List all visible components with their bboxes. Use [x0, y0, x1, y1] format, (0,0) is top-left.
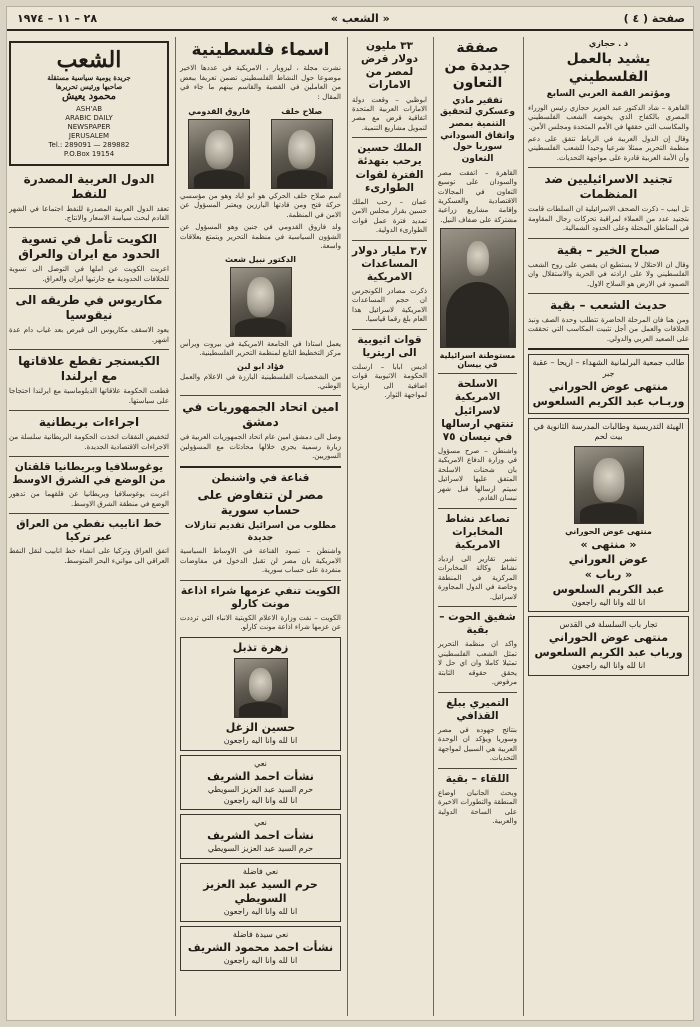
obituary-notice	[528, 354, 689, 413]
obituary-notice	[180, 755, 341, 810]
article-headline: التميري يبلغ القذافي	[446, 696, 509, 722]
article-paragraph: اعربت يوغوسلافيا وبريطانيا عن قلقهما من تدهور الوضع في منطقة الشرق الاوسط.	[9, 490, 169, 508]
article-headline: الكويت تأمل في تسوية الحدود مع ايران والعراق	[18, 232, 160, 262]
article-paragraph: اديس ابابا – ارسلت الحكومة الاثيوبية قوات اضافية الى اريتريا لمواجهة الثوار.	[352, 362, 427, 400]
article-headline: يشيد بالعمل الفلسطيني	[566, 51, 651, 85]
article-paragraph: واشنطن – تسود القناعة في الاوساط السياسية الامريكية بان مصر لن تقبل الدخول في مفاوضات منفردة على حساب سورية.	[180, 547, 341, 575]
article-headline: صفقة جديدة من التعاون	[444, 40, 511, 91]
notice-name: « رباب »	[584, 567, 633, 581]
article-paragraph: واكد ان منظمة التحرير تمثل الشعب الفلسطيني تمثيلا كاملا وان اي حل لا يحقق حقوقه الثابتة مرفوض.	[438, 640, 517, 687]
paper-logo: الشعب	[56, 47, 122, 73]
article-headline: اللقاء – بقية	[445, 772, 510, 785]
notice-body: حرم السيد عبد العزيز السويطي	[207, 843, 314, 853]
notice-name: ورباب عبد الكريم السلعوس	[534, 645, 683, 659]
obituary-notice	[180, 814, 341, 858]
column-1	[523, 37, 693, 1016]
notice-name: « منتهى »	[580, 538, 637, 552]
paper-contact-info	[15, 105, 163, 160]
obituary-notice	[180, 926, 341, 970]
notice-footer: انا لله وانا اليه راجعون	[223, 736, 298, 746]
notice-name: منتهى عوض الحوراني	[548, 379, 669, 393]
article-paragraph: اعربت الكويت عن املها في التوصل الى تسوية للخلافات الحدودية مع جارتيها ايران والعراق.	[9, 265, 169, 283]
notice-title: نعي فاضلة	[242, 866, 279, 876]
obituary-notice	[180, 637, 341, 751]
photo-caption: منتهى عوض الحوراني	[565, 527, 652, 537]
article-headline: ٣٫٧ مليار دولار المساعدات الامريكية	[352, 244, 427, 283]
article-paragraph: تل ابيب – ذكرت الصحف الاسرائيلية ان السلطات قامت بتجنيد عدد من العملاء لمراقبة تحركات رجال المقاومة في المناطق المحتلة وعلى الحدود الشمالية.	[528, 205, 689, 233]
column-2	[433, 37, 521, 1016]
article-paragraph: تشير تقارير الى ازدياد نشاط وكالة المخابرات المركزية في المنطقة وخاصة في الدول المجاورة لاسرائيل.	[438, 554, 517, 601]
column-4	[175, 37, 345, 1016]
article-headline: مكاريوس في طريقه الى نيقوسيا	[15, 293, 163, 323]
portrait-photo	[188, 119, 250, 189]
notice-footer: انا لله وانا اليه راجعون	[571, 660, 646, 670]
article-headline: الكويت تنفي عزمها شراء اذاعة مونت كارلو	[180, 584, 341, 610]
notice-name: عبد الكريم السلعوس	[552, 582, 665, 596]
obituary-notice	[528, 616, 689, 675]
person-name: الدكتور نبيل شعث	[224, 254, 296, 264]
obituary-notice	[180, 863, 341, 922]
article-headline: تجنيد الاسرائيليين ضد المنظمات	[544, 172, 673, 202]
page-number: صفحة ( ٤ )	[623, 11, 685, 25]
notice-title: تجار باب السلسلة في القدس	[559, 620, 658, 630]
article-paragraph: وبحث الجانبان اوضاع المنطقة والتطورات الاخيرة على الساحة الدولية والعربية.	[438, 788, 517, 825]
notice-title: الهيئة التدريسية وطالبات المدرسة الثانوية في بيت لحم	[533, 421, 684, 442]
article-paragraph: اتفق العراق وتركيا على انشاء خط انابيب لنقل النفط العراقي الى موانيء البحر المتوسط.	[9, 547, 169, 565]
notice-title: نعي	[254, 818, 267, 828]
notice-footer: انا لله وانا اليه راجعون	[223, 955, 298, 965]
article-paragraph: يعمل استاذا في الجامعة الامريكية في بيروت ويرأس مركز التخطيط التابع لمنظمة التحرير الفلسطينية.	[180, 339, 341, 358]
article-paragraph: اسم صلاح خلف الحركي هو ابو اياد وهو من مؤسسي حركة فتح ومن قادتها البارزين ويعتبر المسؤول عن الامن في المنظمة.	[180, 192, 341, 219]
article-paragraph: ذكرت مصادر الكونجرس ان حجم المساعدات الامريكية لاسرائيل هذا العام بلغ رقما قياسيا.	[352, 286, 427, 324]
article-paragraph: تعقد الدول العربية المصدرة للنفط اجتماعا في الشهر القادم لبحث سياسة الاسعار والانتاج.	[9, 204, 169, 222]
notice-footer: انا لله وانا اليه راجعون	[571, 597, 646, 607]
article-headline: الدول العربية المصدرة للنفط	[23, 171, 155, 201]
article-headline: امين اتحاد الجمهوريات في دمشق	[182, 400, 339, 430]
notice-name: نشأت احمد محمود الشريف	[187, 940, 334, 954]
photo-caption: مستوطنة اسرائيلية في بيسان	[439, 351, 516, 370]
notice-footer: انا لله وانا اليه راجعون	[223, 907, 298, 917]
article-headline: شفيق الحوت – بقية	[439, 611, 516, 637]
info-line: JERUSALEM	[68, 132, 110, 141]
article-paragraph: عمان – رحب الملك حسين بقرار مجلس الامن تمديد فترة عمل قوات الطوارىء الدولية.	[352, 197, 427, 235]
page-header-bar	[7, 7, 694, 31]
article-subhead: تفقير مادي وعسكري لتحقيق التنمية بمصر واتفاق السوداني سوريا حول التعاون	[440, 95, 515, 164]
article-paragraph: لتخفيض النفقات اتخذت الحكومة البريطانية سلسلة من الاجراءات الاقتصادية الجديدة.	[9, 433, 169, 451]
article-paragraph: ولد فاروق القدومي في جنين وهو المسؤول عن الشؤون السياسية في منظمة التحرير ويتمتع بعلاقات واسعة.	[180, 223, 341, 251]
news-photo	[440, 228, 516, 348]
notice-title: نعي	[254, 759, 267, 769]
article-headline: اجراءات بريطانية	[38, 415, 140, 430]
publisher-label: صاحبها ورئيس تحريرها	[55, 82, 123, 91]
article-headline: صباح الخير – بقية	[556, 242, 661, 257]
obituary-notice	[528, 418, 689, 613]
article-headline: قوات اثيوبية الى اريتريا	[357, 333, 422, 359]
person-name: فاروق القدومي	[188, 107, 251, 116]
notice-title: طالب جمعية البرلمانية الشهداء – اريحا – عقبة جبر	[532, 358, 685, 379]
article-paragraph: وقال ان الاحتلال لا يستطيع ان يقضي على روح الشعب الفلسطيني ولا على ارادته في الحرية والاستقلال وان الصمود في الارض هو السلاح الاول.	[528, 260, 689, 288]
notice-name: حسين الزغل	[225, 721, 296, 735]
article-paragraph: وقال إن الدول العربية في الرباط تتفق على دعم منظمة التحرير ممثلا شرعيا وحيدا للشعب الفلسطيني وأن الأمة العربية قادرة على مواجهة التحديات.	[528, 135, 689, 162]
newspaper-masthead-box	[9, 41, 169, 166]
portrait-photo	[230, 267, 292, 337]
portrait-photo	[271, 119, 333, 189]
info-line: NEWSPAPER	[67, 123, 111, 132]
notice-name: نشأت احمد الشريف	[207, 769, 314, 783]
article-paragraph: من الشخصيات الفلسطينية البارزة في الاعلام والعمل الوطني.	[180, 372, 341, 390]
article-headline: الاسلحة الامريكية لاسرائيل تنتهي ارسالها في نيسان ٧٥	[441, 378, 514, 443]
article-headline: ٣٣ مليون دولار قرض لمصر من الامارات	[361, 40, 418, 92]
info-line: ARABIC DAILY	[65, 114, 113, 123]
info-line: Tel.: 289091 — 289882	[48, 141, 130, 150]
notice-title: زهرة تذبل	[232, 640, 289, 654]
notice-name: نشأت احمد الشريف	[207, 829, 314, 843]
article-headline: الكيسنجر تقطع علاقاتها مع ايرلندا	[18, 354, 160, 384]
person-name: فؤاد ابو لبن	[237, 361, 284, 371]
article-headline: اسماء فلسطينية	[191, 40, 330, 60]
article-headline: الملك حسين يرحب بتهدئة الفترة لقوات الطوارىء	[355, 142, 424, 194]
newspaper-page	[6, 6, 694, 1021]
info-line: P.O.Box 19154	[63, 150, 115, 159]
article-paragraph: القاهرة – اتفقت مصر والسودان على توسيع التعاون في المجالات الاقتصادية والعسكرية وإقامة مشاريع زراعية مشتركة على ضفاف النيل.	[438, 168, 517, 224]
issue-date: ٢٨ – ١١ – ١٩٧٤	[17, 11, 98, 25]
portrait-photo	[234, 658, 288, 718]
article-intro: نشرت مجلة ، ليزويار ، الامريكية في عددها الاخير موضوعا حول النشاط الفلسطيني تضمن تعريفا ببعض من العاملين في القضية والقاسم بينهم ما جاء في المقال :	[180, 64, 341, 101]
paper-name: « الشعب »	[330, 11, 390, 25]
article-author: د . حجازي	[588, 39, 629, 48]
article-headline: يوغوسلافيا وبريطانيا قلقتان من الوضع في الشرق الاوسط	[12, 460, 166, 487]
article-paragraph: القاهرة – شاد الدكتور عبد العزيز حجازي رئيس الوزراء المصري بالكفاح الذي يخوضه الشعب الفلسطيني والمكاسب التي حققها في الأمم المتحدة ومجلس الأمن.	[528, 103, 689, 131]
article-subhead: ومؤتمر القمة العربي السابع	[546, 89, 671, 99]
article-paragraph: يعود الاسقف مكاريوس الى قبرص بعد غياب دام عدة اشهر.	[9, 326, 169, 344]
article-subhead: مطلوب من اسرائيل تقديم تنازلات جديدة	[184, 520, 337, 543]
notice-name: وربـاب عبد الكريم السلعوس	[532, 394, 685, 408]
article-paragraph: ابوظبي – وقعت دولة الامارات العربية المتحدة اتفاقية قرض مع مصر لتمويل مشاريع التنمية.	[352, 95, 427, 132]
notice-name: عوض العوراني	[568, 552, 649, 566]
notice-title: نعي سيدة فاضلة	[232, 930, 289, 940]
article-paragraph: وصل الى دمشق امين عام اتحاد الجمهوريات العربية في زيارة رسمية يجري خلالها محادثات مع المسؤولين السوريين.	[180, 433, 341, 461]
notice-footer: انا لله وانا اليه راجعون	[223, 795, 298, 805]
notice-name: حرم السيد عبد العزيز السويطي	[203, 877, 318, 906]
article-headline: حديث الشعب – بقية	[550, 297, 667, 312]
article-headline: تصاعد نشاط المخابرات الامريكية	[445, 512, 510, 551]
notice-body: حرم السيد عبد العزيز السويطي	[207, 784, 314, 794]
article-kicker: قناعة في واشنطن	[211, 471, 310, 484]
article-paragraph: ومن هنا فان المرحلة الحاضرة تتطلب وحدة الصف ونبذ الخلافات والعمل من أجل تثبيت المكاسب التي تحققت على الصعيد العربي والدولي.	[528, 315, 689, 343]
column-5	[6, 37, 173, 1016]
portrait-photo	[574, 446, 644, 524]
article-paragraph: الكويت – نفت وزارة الاعلام الكويتية الانباء التي ترددت عن عزمها شراء اذاعة مونت كارلو.	[180, 613, 341, 632]
article-headline: خط انابيب نفطي من العراق عبر تركيا	[16, 518, 162, 544]
publisher-name: محمود يعيش	[61, 91, 117, 102]
article-paragraph: قطعت الحكومة علاقاتها الدبلوماسية مع ايرلندا احتجاجا على سياستها.	[9, 387, 169, 405]
person-name: صلاح خلف	[281, 107, 323, 116]
notice-name: منتهى عوض الحوراني	[548, 631, 669, 645]
column-3	[347, 37, 431, 1016]
info-line: ASH'AB	[75, 105, 102, 113]
article-headline: مصر لن تتفاوض على حساب سورية	[197, 487, 324, 517]
article-paragraph: واشنطن – صرح مسؤول في وزارة الدفاع الامريكية بان شحنات الاسلحة المتفق عليها لاسرائيل سيتم ارسالها قبل شهر نيسان القادم.	[438, 446, 517, 503]
paper-tagline: جريدة يومية سياسية مستقلة	[47, 73, 131, 82]
article-paragraph: بنتائج جهوده في مصر وسوريا ويؤكد ان الوحدة العربية هي السبيل لمواجهة التحديات.	[438, 725, 517, 763]
